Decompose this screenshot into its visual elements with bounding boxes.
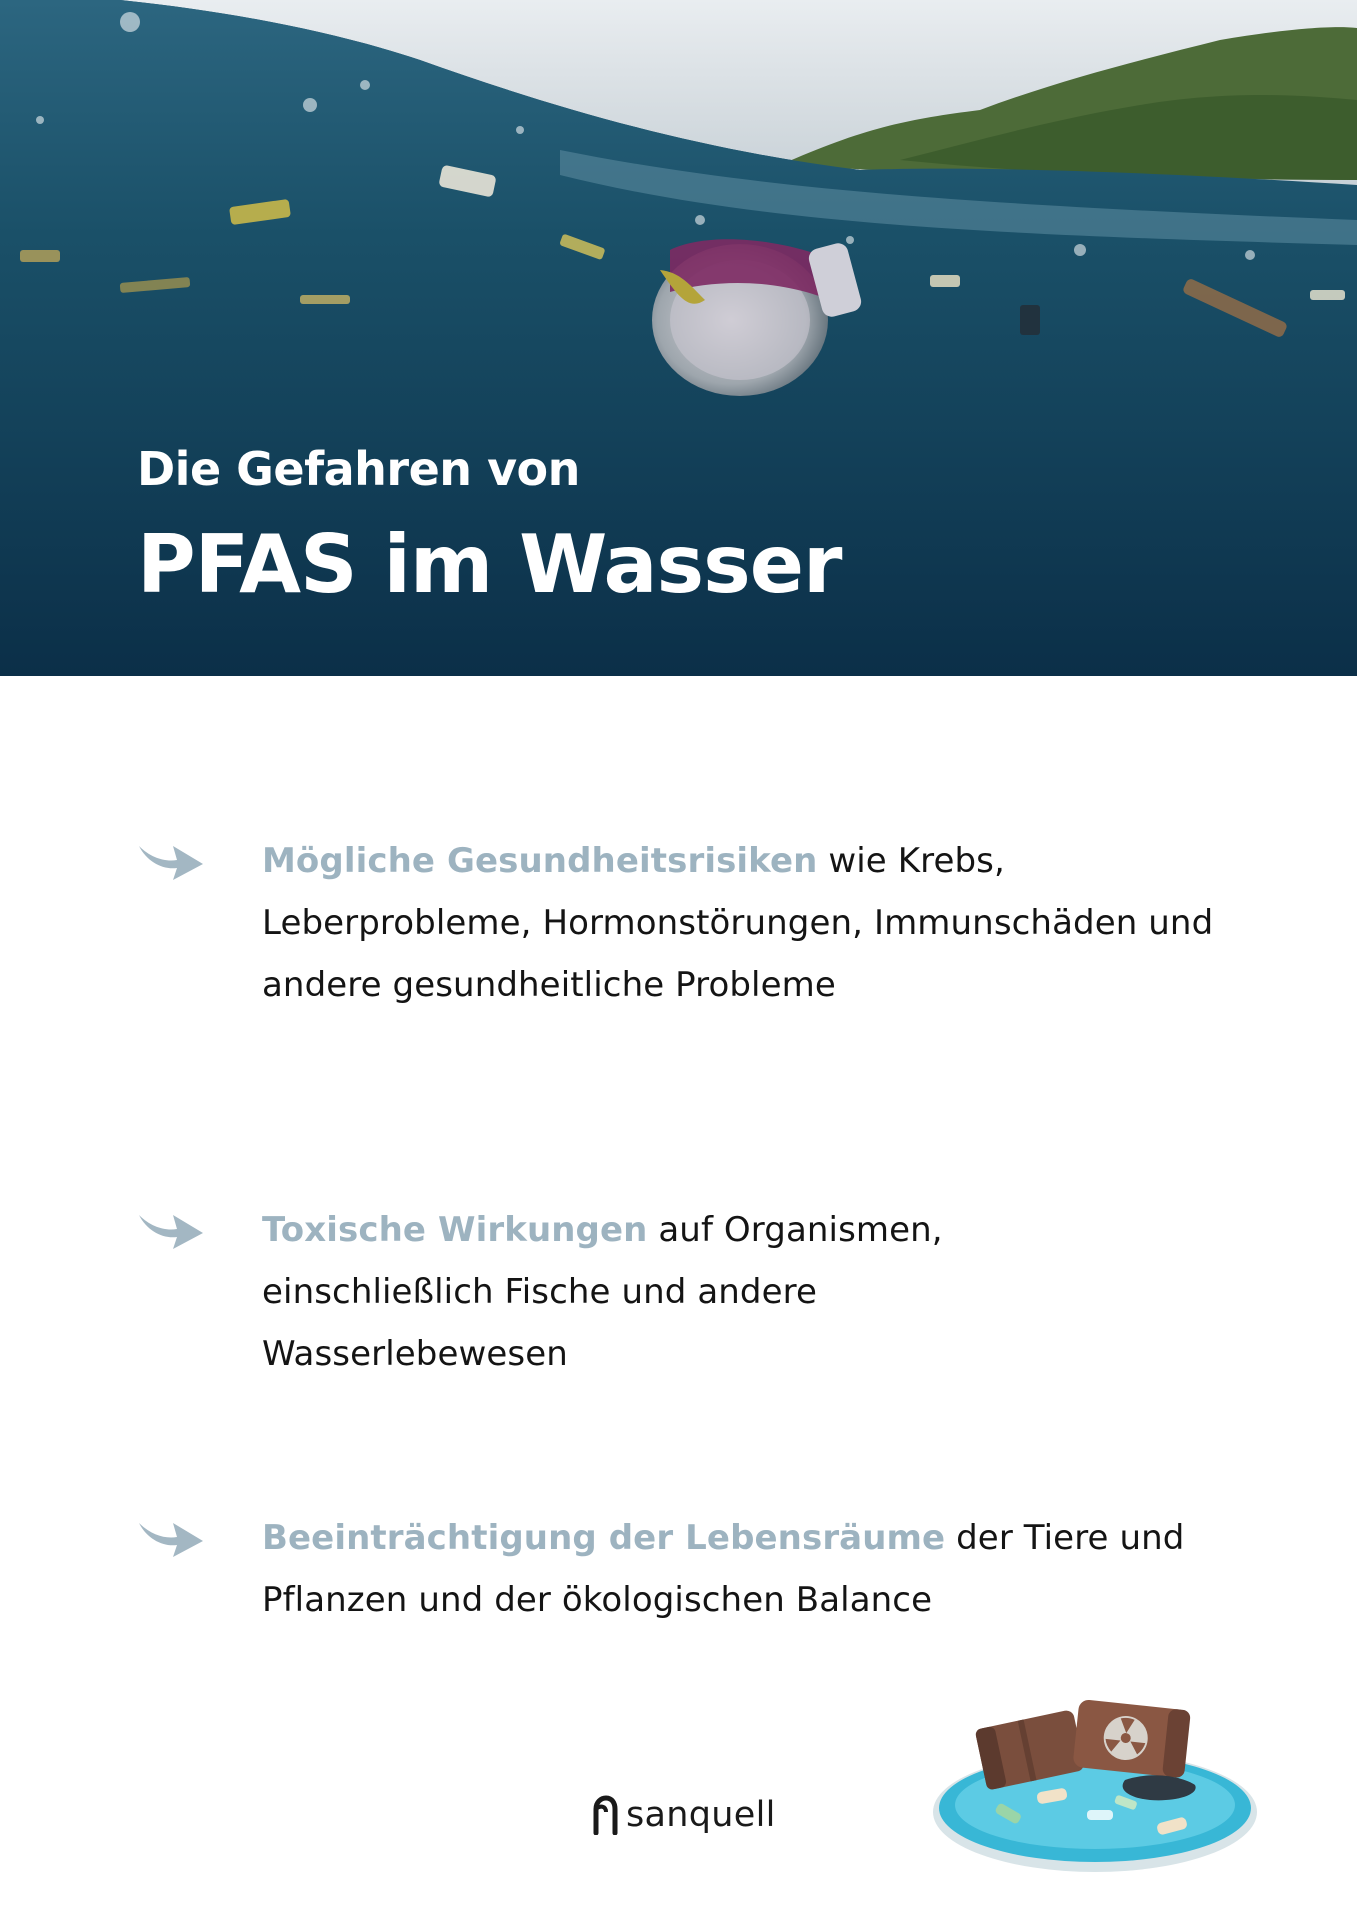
bullet-highlight: Toxische Wirkungen bbox=[262, 1210, 648, 1250]
brand-name: sanquell bbox=[626, 1795, 776, 1835]
arrow-right-icon bbox=[137, 1517, 205, 1559]
arrow-right-icon bbox=[137, 840, 205, 882]
bullet-text bbox=[262, 1199, 1042, 1385]
page-title: PFAS im Wasser bbox=[137, 518, 842, 611]
bullet-body: auf Organismen, einschließlich Fische und andere Wasserlebewesen bbox=[262, 1210, 943, 1374]
polluted-water-barrels-illustration bbox=[925, 1690, 1265, 1875]
sanquell-logo-icon bbox=[592, 1795, 618, 1835]
hero-banner bbox=[0, 0, 1357, 676]
hero-kicker: Die Gefahren von bbox=[137, 442, 580, 496]
bullet-highlight: Beeinträchtigung der Lebensräume bbox=[262, 1518, 946, 1558]
brand-logo bbox=[592, 1790, 776, 1840]
bullet-text bbox=[262, 1507, 1282, 1631]
bullet-body: wie Krebs, Leberprobleme, Hormonstörungen, Immunschäden und andere gesundheitliche Probleme bbox=[262, 841, 1214, 1005]
bullet-highlight: Mögliche Gesundheitsrisiken bbox=[262, 841, 818, 881]
arrow-right-icon bbox=[137, 1209, 205, 1251]
bullet-body: der Tiere und Pflanzen und der ökologischen Balance bbox=[262, 1518, 1185, 1620]
bullet-text bbox=[262, 830, 1262, 1016]
